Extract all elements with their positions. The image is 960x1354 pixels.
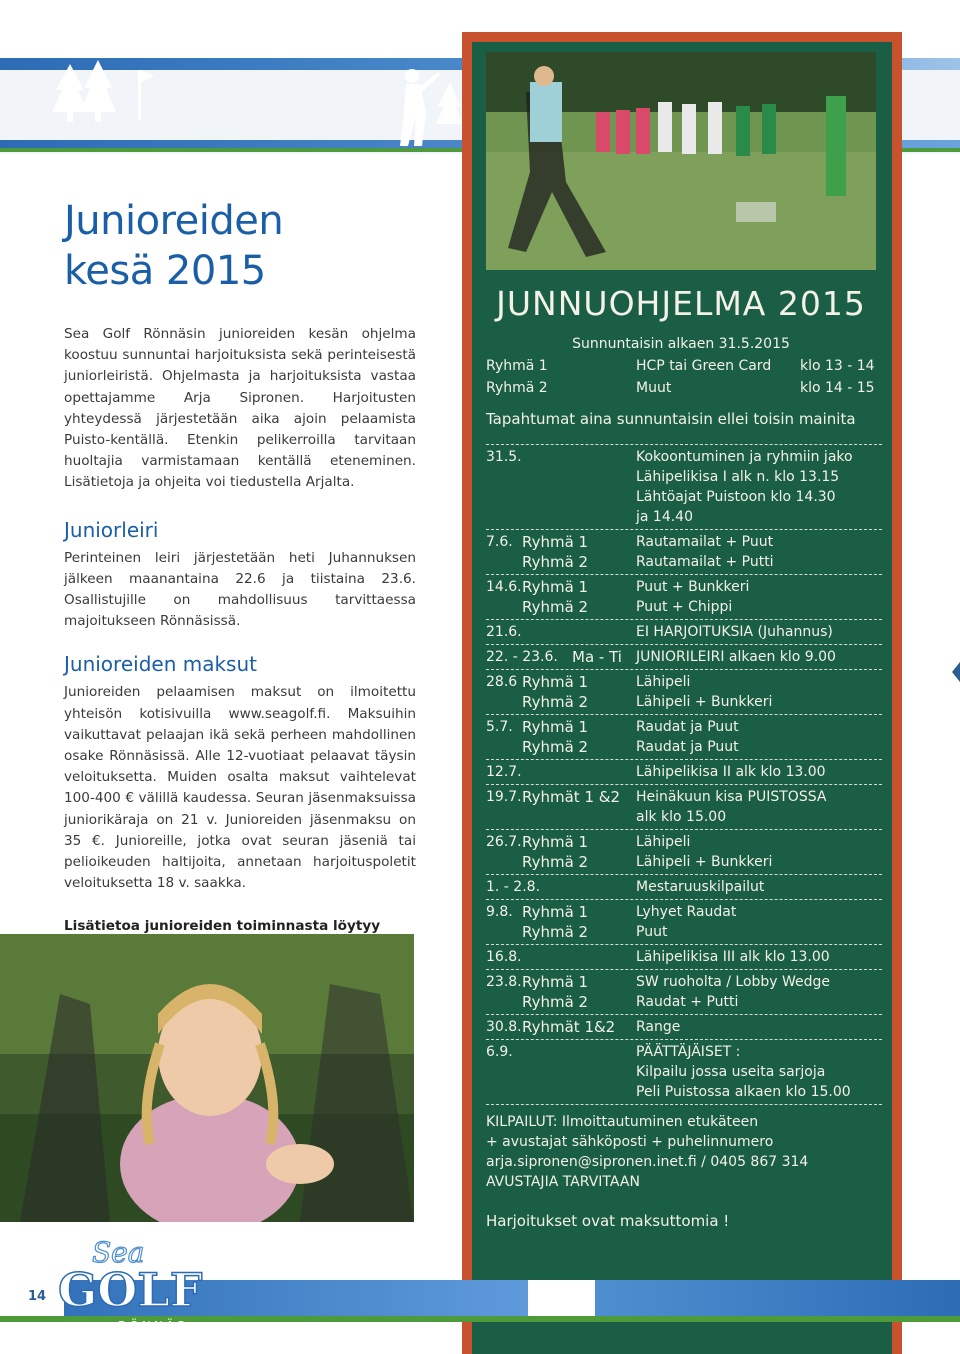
schedule-date: 31.5. <box>486 449 522 465</box>
schedule-activity: Lähipeli <box>636 674 691 690</box>
schedule-group <box>522 1082 636 1102</box>
schedule-group <box>522 1042 636 1062</box>
schedule-line <box>486 807 882 827</box>
schedule-line <box>486 877 882 897</box>
maksut-heading: Junioreiden maksut <box>64 652 257 677</box>
schedule-line <box>486 597 882 617</box>
schedule-group <box>522 447 636 467</box>
schedule-date: 22. - 23.6. <box>486 649 558 665</box>
schedule-date <box>486 992 522 1012</box>
board-title: JUNNUOHJELMA 2015 <box>496 284 866 323</box>
schedule-group <box>522 487 636 507</box>
schedule-line <box>486 787 882 807</box>
schedule-activity: Raudat ja Puut <box>636 739 739 755</box>
schedule-row <box>486 670 882 715</box>
schedule-activity: Mestaruuskilpailut <box>636 879 765 895</box>
group2-level: Muut <box>636 380 672 396</box>
schedule-line <box>486 577 882 597</box>
schedule-activity: Puut + Bunkkeri <box>636 579 750 595</box>
schedule-row <box>486 830 882 875</box>
schedule-activity: Lähipelikisa III alk klo 13.00 <box>636 949 830 965</box>
schedule-activity: EI HARJOITUKSIA (Juhannus) <box>636 624 833 640</box>
schedule-group: Ryhmä 2 <box>522 853 589 871</box>
schedule-date <box>486 597 522 617</box>
page-title <box>64 196 416 296</box>
board-note: Tapahtumat aina sunnuntaisin ellei toisin mainita <box>486 410 856 428</box>
schedule-line <box>486 487 882 507</box>
edge-marker <box>952 662 960 682</box>
schedule-group <box>522 807 636 827</box>
schedule-activity: Puut + Chippi <box>636 599 733 615</box>
schedule-activity: Peli Puistossa alkaen klo 15.00 <box>636 1084 851 1100</box>
group1-name: Ryhmä 1 <box>486 358 548 374</box>
schedule-date <box>486 692 522 712</box>
schedule-group <box>522 1062 636 1082</box>
schedule-row <box>486 575 882 620</box>
schedule-date: 6.9. <box>486 1044 513 1060</box>
schedule-group: Ryhmät 1 &2 <box>522 788 620 806</box>
footer-line: + avustajat sähköposti + puhelinnumero <box>486 1134 774 1150</box>
schedule-group <box>522 507 636 527</box>
schedule-date <box>486 552 522 572</box>
schedule-activity: Lähipelikisa I alk n. klo 13.15 <box>636 469 840 485</box>
schedule-row <box>486 875 882 900</box>
schedule-activity: Kilpailu jossa useita sarjoja <box>636 1064 826 1080</box>
schedule-activity: Kokoontuminen ja ryhmiin jako <box>636 449 853 465</box>
schedule-line <box>486 1042 882 1062</box>
schedule-date: 21.6. <box>486 624 522 640</box>
schedule-activity: Rautamailat + Putti <box>636 554 774 570</box>
schedule-row <box>486 645 882 670</box>
schedule-date <box>486 852 522 872</box>
free-note: Harjoitukset ovat maksuttomia ! <box>486 1212 730 1230</box>
schedule-row <box>486 715 882 760</box>
schedule-date <box>486 487 522 507</box>
golfer-silhouette-icon <box>392 62 464 152</box>
schedule-line <box>486 852 882 872</box>
footer-line: arja.sipronen@sipronen.inet.fi / 0405 867 314 <box>486 1154 809 1170</box>
svg-text:GOLF: GOLF <box>58 1263 203 1317</box>
schedule-line <box>486 647 882 667</box>
schedule-row <box>486 1040 882 1105</box>
schedule-activity: Rautamailat + Puut <box>636 534 774 550</box>
schedule-row <box>486 530 882 575</box>
schedule-activity: Heinäkuun kisa PUISTOSSA <box>636 789 827 805</box>
group2-name: Ryhmä 2 <box>486 380 548 396</box>
schedule-line <box>486 717 882 737</box>
schedule-group: Ryhmä 1 <box>522 718 589 736</box>
schedule-activity: Lähipeli + Bunkkeri <box>636 694 773 710</box>
schedule-line <box>486 467 882 487</box>
schedule-date: 19.7. <box>486 789 522 805</box>
trees-flag-icon <box>50 60 160 130</box>
schedule-activity: Lähipelikisa II alk klo 13.00 <box>636 764 826 780</box>
schedule-line <box>486 832 882 852</box>
schedule-activity: Lähipeli + Bunkkeri <box>636 854 773 870</box>
title-line-2: kesä 2015 <box>64 248 266 294</box>
schedule-date: 7.6. <box>486 534 513 550</box>
schedule-group <box>572 877 636 897</box>
schedule-group <box>522 947 636 967</box>
schedule-line <box>486 922 882 942</box>
schedule-date: 16.8. <box>486 949 522 965</box>
schedule-date <box>486 1082 522 1102</box>
schedule-date <box>486 507 522 527</box>
schedule-row <box>486 620 882 645</box>
group2-time: klo 14 - 15 <box>800 380 875 396</box>
board-subtitle: Sunnuntaisin alkaen 31.5.2015 <box>572 336 790 352</box>
schedule-group <box>522 762 636 782</box>
schedule-line <box>486 672 882 692</box>
schedule-line <box>486 552 882 572</box>
schedule-line <box>486 1082 882 1102</box>
schedule-date: 28.6 <box>486 674 518 690</box>
schedule-line <box>486 762 882 782</box>
schedule-date <box>486 737 522 757</box>
schedule-group: Ryhmä 2 <box>522 693 589 711</box>
schedule-date <box>486 922 522 942</box>
schedule-row <box>486 970 882 1015</box>
schedule-line <box>486 692 882 712</box>
schedule-group: Ryhmä 1 <box>522 533 589 551</box>
title-line-1: Junioreiden <box>64 198 284 244</box>
schedule-activity: Range <box>636 1019 681 1035</box>
schedule-group: Ma - Ti <box>572 648 622 666</box>
schedule-activity: alk klo 15.00 <box>636 809 727 825</box>
schedule-group: Ryhmä 2 <box>522 993 589 1011</box>
schedule-date <box>486 807 522 827</box>
closing-bold-paragraph: Lisätietoa junioreiden toiminnasta löytyy <box>64 918 381 935</box>
footer-line: AVUSTAJIA TARVITAAN <box>486 1174 640 1190</box>
schedule-line <box>486 947 882 967</box>
schedule-date: 5.7. <box>486 719 513 735</box>
schedule-activity: Raudat + Putti <box>636 994 739 1010</box>
schedule-line <box>486 737 882 757</box>
schedule-group: Ryhmä 2 <box>522 923 589 941</box>
page-number: 14 <box>28 1289 47 1304</box>
schedule-line <box>486 507 882 527</box>
schedule-row <box>486 760 882 785</box>
footer-line: KILPAILUT: Ilmoittautuminen etukäteen <box>486 1114 759 1130</box>
schedule-date <box>486 467 522 487</box>
schedule-table <box>486 444 882 1105</box>
schedule-date: 12.7. <box>486 764 522 780</box>
schedule-row <box>486 785 882 830</box>
svg-text:Sea: Sea <box>92 1236 145 1269</box>
schedule-activity: Puut <box>636 924 668 940</box>
schedule-activity: Lyhyet Raudat <box>636 904 737 920</box>
schedule-activity: SW ruoholta / Lobby Wedge <box>636 974 831 990</box>
sea-golf-ronnas-logo <box>48 1232 228 1342</box>
group-training-photo <box>486 52 876 270</box>
schedule-date: 9.8. <box>486 904 513 920</box>
schedule-line <box>486 992 882 1012</box>
schedule-line <box>486 1062 882 1082</box>
group1-time: klo 13 - 14 <box>800 358 875 374</box>
schedule-line <box>486 972 882 992</box>
board-footer <box>486 1112 876 1192</box>
article-column <box>64 196 416 980</box>
schedule-row <box>486 1015 882 1040</box>
schedule-row <box>486 900 882 945</box>
schedule-activity: Lähtöajat Puistoon klo 14.30 <box>636 489 836 505</box>
schedule-activity: ja 14.40 <box>636 509 693 525</box>
schedule-group: Ryhmä 2 <box>522 738 589 756</box>
schedule-group: Ryhmät 1&2 <box>522 1018 616 1036</box>
schedule-date: 30.8. <box>486 1019 522 1035</box>
maksut-paragraph: Junioreiden pelaamisen maksut on ilmoitettu yhteisön kotisivuilla www.seagolf.fi. Maksuihin vaikuttavat pelaajan ikä sekä perheen mahdollinen osake Rönnäsissä. Alle 12-vuotiaat pelaavat täysin veloituksetta. Muiden osalta maksut vaihtelevat 100-400 € välillä kaudessa. Seuran jäsenmaksuissa juniorikäraja on 21 v. Junioreiden jäsenmaksu on 35 €. Junioreille, jotka ovat seuran jäseniä tai pelioikeuden haltijoita, annetaan harjoituspoletit veloituksetta 18 v. saakka. <box>64 684 416 892</box>
schedule-group <box>522 622 636 642</box>
schedule-line <box>486 902 882 922</box>
schedule-group: Ryhmä 1 <box>522 973 589 991</box>
schedule-group: Ryhmä 2 <box>522 598 589 616</box>
intro-paragraph: Sea Golf Rönnäsin junioreiden kesän ohjelma koostuu sunnuntai harjoituksista sekä perinteisestä juniorleiristä. Ohjelmasta ja harjoituksista vastaa opettajamme Arja Sipronen. Harjoitusten yhteydessä järjestetään aika ajoin pelaamista Puisto-kentällä. Etenkin pelikerroilla tarvitaan huoltajia varmistamaan kentällä eteneminen. Lisätietoja ja ohjeita voi tiedustella Arjalta. <box>64 326 416 491</box>
schedule-activity: Raudat ja Puut <box>636 719 739 735</box>
schedule-line <box>486 532 882 552</box>
juniorleiri-paragraph: Perinteinen leiri järjestetään heti Juhannuksen jälkeen maanantaina 22.6 ja tiistaina 23.6. Osallistujille on mahdollisuus tarvittaessa majoitukseen Rönnäsissä. <box>64 549 416 630</box>
schedule-activity: JUNIORILEIRI alkaen klo 9.00 <box>636 649 836 665</box>
schedule-activity: PÄÄTTÄJÄISET : <box>636 1044 741 1060</box>
schedule-group: Ryhmä 1 <box>522 903 589 921</box>
schedule-line <box>486 622 882 642</box>
schedule-date <box>486 1062 522 1082</box>
schedule-line <box>486 1017 882 1037</box>
girl-golfer-photo <box>0 934 414 1222</box>
schedule-group: Ryhmä 2 <box>522 553 589 571</box>
schedule-date: 14.6. <box>486 579 522 595</box>
schedule-row <box>486 945 882 970</box>
juniorleiri-heading: Juniorleiri <box>64 517 159 542</box>
schedule-group <box>522 467 636 487</box>
group1-level: HCP tai Green Card <box>636 358 772 374</box>
schedule-line <box>486 447 882 467</box>
svg-text:RÖNNÄS: RÖNNÄS <box>118 1319 188 1333</box>
schedule-group: Ryhmä 1 <box>522 673 589 691</box>
schedule-group: Ryhmä 1 <box>522 833 589 851</box>
schedule-activity: Lähipeli <box>636 834 691 850</box>
schedule-date: 26.7. <box>486 834 522 850</box>
schedule-group: Ryhmä 1 <box>522 578 589 596</box>
schedule-date: 23.8. <box>486 974 522 990</box>
schedule-row <box>486 444 882 530</box>
schedule-date: 1. - 2.8. <box>486 879 541 895</box>
